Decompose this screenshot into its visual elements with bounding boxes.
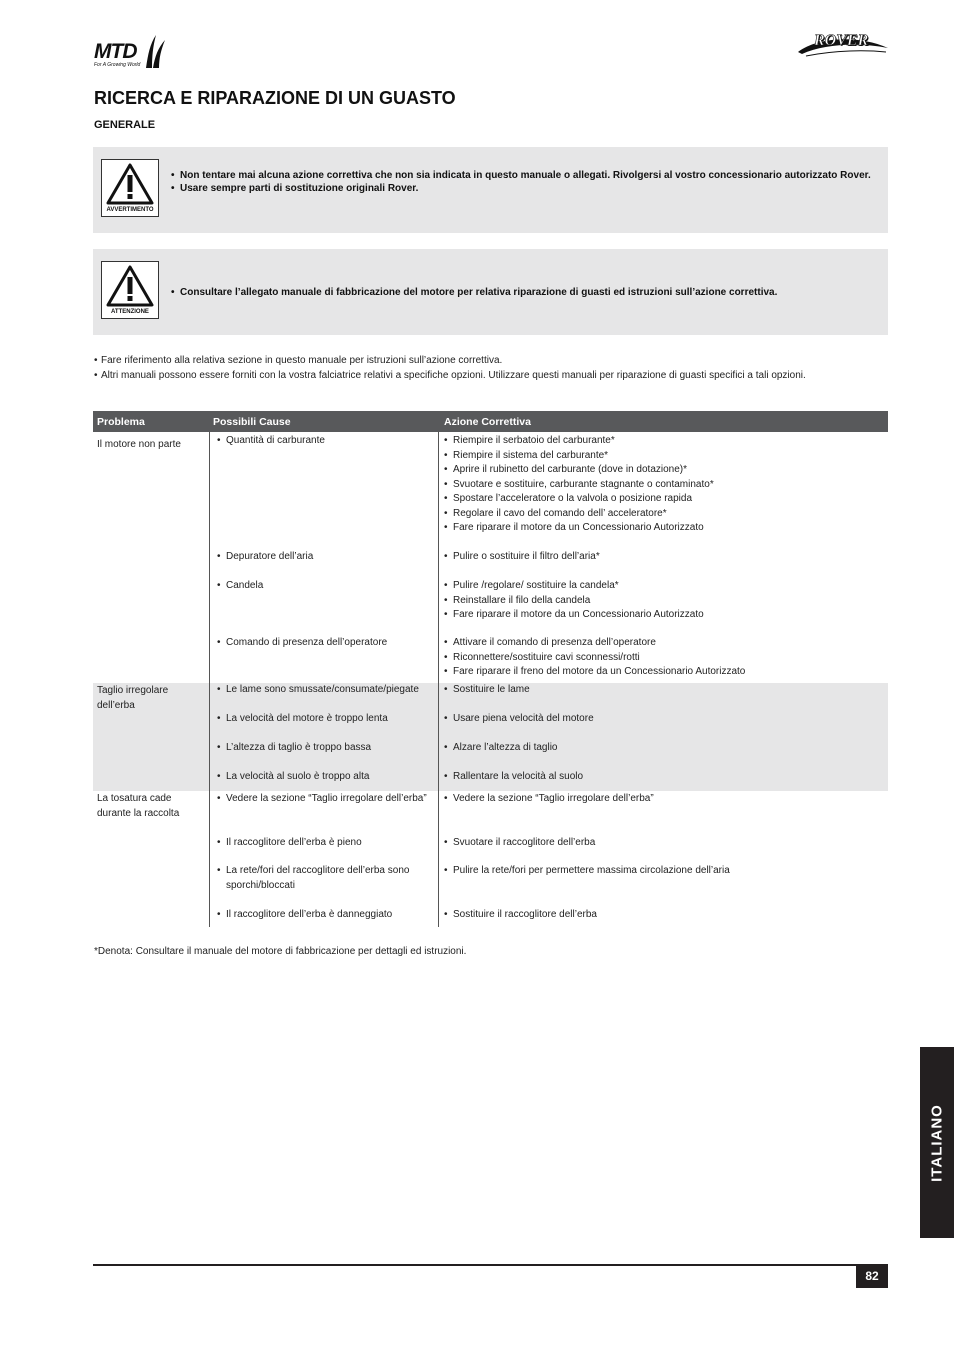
cause-cell [216,712,438,727]
problem-cell: Il motore non parte [97,439,181,450]
cause-item: • La velocità al suolo è troppo alta [216,770,438,785]
caution-sign [101,261,159,319]
header-problema: Problema [97,416,145,428]
action-item: • Sostituire il raccoglitore dell’erba [443,908,883,923]
caution-bullet: • Consultare l’allegato manuale di fabbricazione del motore per relativa riparazione di guasti ed istruzioni sull’azione correttiva. [171,286,876,299]
intro-bullet: • Altri manuali possono essere forniti con la vostra falciatrice relativi a specifiche opzioni. Utilizzare questi manuali per riparazione di guasti specifici a tali opzioni. [94,368,884,383]
action-cell [443,741,883,756]
action-cell [443,770,883,785]
section-label: GENERALE [94,119,156,131]
action-item: • Vedere la sezione “Taglio irregolare dell’erba” [443,792,883,807]
cause-cell [216,636,438,651]
cause-item: • Comando di presenza dell’operatore [216,636,438,651]
action-item: • Fare riparare il freno del motore da un Concessionario Autorizzato [443,665,883,680]
cause-item: • La velocità del motore è troppo lenta [216,712,438,727]
action-item: • Riconnettere/sostituire cavi sconnessi/rotti [443,651,883,666]
action-item: • Svuotare il raccoglitore dell’erba [443,836,883,851]
problem-cell: La tosatura cade durante la raccolta [97,793,180,819]
cause-item: • La rete/fori del raccoglitore dell’erba sono sporchi/bloccati [216,864,438,893]
action-cell [443,908,883,923]
problem-cell: Taglio irregolare dell’erba [97,685,169,711]
action-item: • Sostituire le lame [443,683,883,698]
intro-bullet: • Fare riferimento alla relativa sezione in questo manuale per istruzioni sull’azione correttiva. [94,353,884,368]
caution-text [171,286,876,299]
intro-notes [94,353,884,383]
cause-item: • Il raccoglitore dell’erba è pieno [216,836,438,851]
cause-cell [216,908,438,923]
action-cell [443,836,883,851]
cause-item: • Candela [216,579,438,594]
cause-item: • L’altezza di taglio è troppo bassa [216,741,438,756]
cause-cell [216,864,438,893]
warning-bullet: • Usare sempre parti di sostituzione originali Rover. [171,182,871,195]
action-cell [443,636,883,680]
action-cell [443,792,883,807]
cause-cell [216,683,438,698]
cause-cell [216,434,438,449]
language-tab-label: ITALIANO [928,1103,946,1182]
action-item: • Fare riparare il motore da un Concessionario Autorizzato [443,608,883,623]
table-row [93,683,888,791]
action-item: • Pulire la rete/fori per permettere massima circolazione dell’aria [443,864,883,879]
footnote: *Denota: Consultare il manuale del motore di fabbricazione per dettagli ed istruzioni. [94,946,467,957]
rover-logo-text: ROVER [814,32,869,49]
caution-sign-label: ATTENZIONE [111,309,149,315]
header-cause: Possibili Cause [213,416,291,428]
action-item: • Riempire il sistema del carburante* [443,449,883,464]
table-row [93,432,888,683]
mtd-logo-tagline: For A Growing World [94,62,141,68]
troubleshooting-table [93,411,888,927]
cause-cell [216,836,438,851]
warning-sign [101,159,159,217]
action-item: • Pulire /regolare/ sostituire la candela* [443,579,883,594]
action-item: • Svuotare e sostituire, carburante stagnante o contaminato* [443,478,883,493]
mtd-logo [94,34,166,70]
action-item: • Usare piena velocità del motore [443,712,883,727]
grass-blades-icon [144,34,166,68]
cause-cell [216,770,438,785]
action-item: • Spostare l’acceleratore o la valvola o posizione rapida [443,492,883,507]
action-item: • Pulire o sostituire il filtro dell’aria* [443,550,883,565]
action-cell [443,579,883,623]
cause-item: • Quantità di carburante [216,434,438,449]
cause-item: • Vedere la sezione “Taglio irregolare dell’erba” [216,792,438,807]
action-cell [443,864,883,879]
action-cell [443,712,883,727]
cause-item: • Il raccoglitore dell’erba è danneggiato [216,908,438,923]
mtd-logo-text: MTD [94,40,137,63]
header-azione: Azione Correttiva [444,416,531,428]
action-item: • Regolare il cavo del comando dell’ acceleratore* [443,507,883,522]
action-item: • Reinstallare il filo della candela [443,594,883,609]
action-item: • Alzare l’altezza di taglio [443,741,883,756]
caution-triangle-icon [106,265,154,307]
cause-item: • Le lame sono smussate/consumate/piegate [216,683,438,698]
cause-cell [216,579,438,594]
action-cell [443,683,883,698]
warning-triangle-icon [106,163,154,205]
language-tab [920,1047,954,1238]
table-header [93,411,888,432]
action-item: • Attivare il comando di presenza dell’operatore [443,636,883,651]
warning-text [171,169,871,195]
cause-cell [216,792,438,807]
table-row [93,791,888,927]
action-item: • Fare riparare il motore da un Concessionario Autorizzato [443,521,883,536]
action-item: • Riempire il serbatoio del carburante* [443,434,883,449]
action-item: • Rallentare la velocità al suolo [443,770,883,785]
page-title: RICERCA E RIPARAZIONE DI UN GUASTO [94,88,456,108]
warning-box [93,147,888,233]
action-item: • Aprire il rubinetto del carburante (dove in dotazione)* [443,463,883,478]
action-cell [443,550,883,565]
rover-logo [796,30,890,60]
cause-cell [216,741,438,756]
warning-bullet: • Non tentare mai alcuna azione correttiva che non sia indicata in questo manuale o allegati. Rivolgersi al vostro concessionario autorizzato Rover. [171,169,871,182]
warning-sign-label: AVVERTIMENTO [106,207,154,213]
cause-cell [216,550,438,565]
page-number: 82 [856,1264,888,1288]
cause-item: • Depuratore dell’aria [216,550,438,565]
footer-rule [93,1264,888,1266]
action-cell [443,434,883,536]
caution-box [93,249,888,335]
